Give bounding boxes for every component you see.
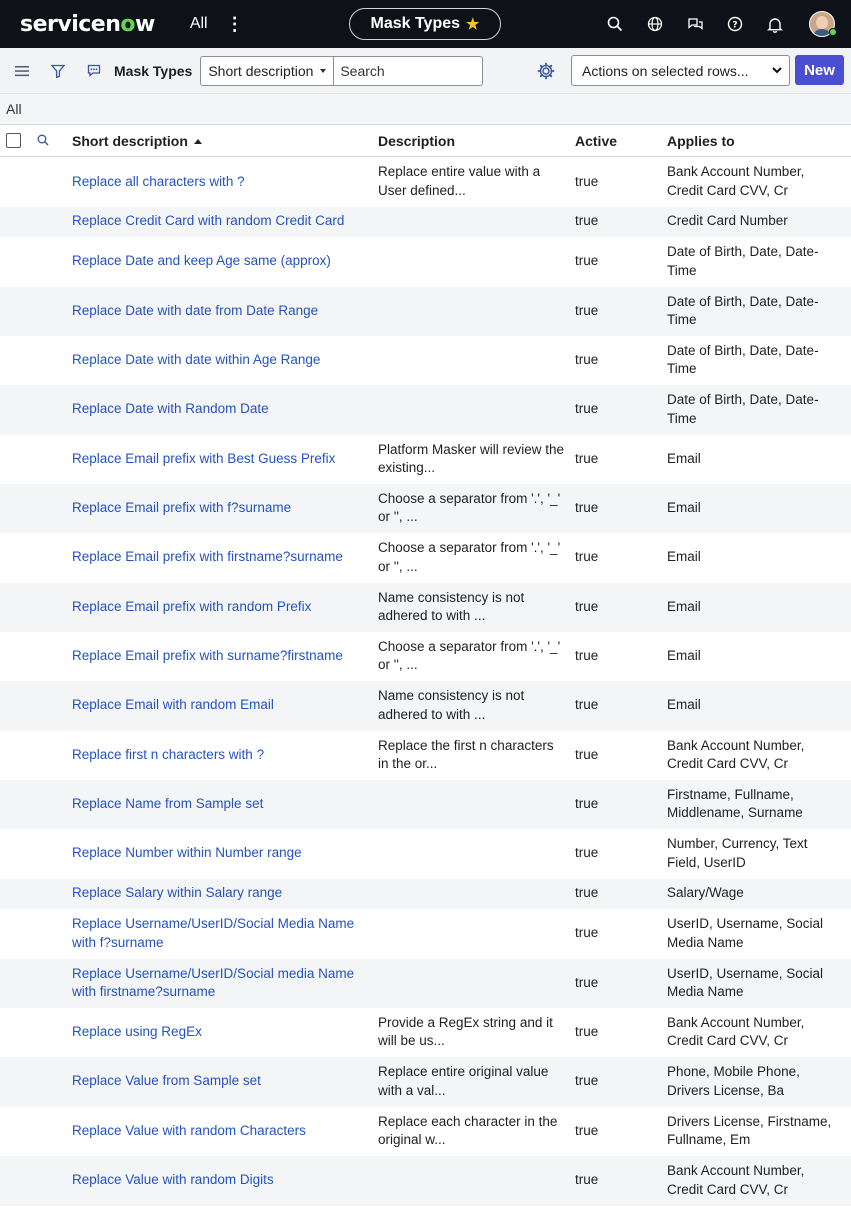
cell-short-description[interactable]: Replace Email prefix with Best Guess Prefix bbox=[72, 450, 336, 466]
list-title: Mask Types bbox=[114, 62, 193, 79]
row-checkbox-cell bbox=[0, 959, 32, 1008]
cell-short-description[interactable]: Replace Number within Number range bbox=[72, 845, 302, 861]
cell-applies-to: Number, Currency, Text Field, UserID bbox=[667, 836, 808, 870]
row-checkbox-cell bbox=[0, 385, 32, 435]
caret-down-icon bbox=[320, 69, 326, 73]
cell-short-description[interactable]: Replace Date with date from Date Range bbox=[72, 287, 378, 336]
row-checkbox-cell bbox=[0, 829, 32, 879]
context-title-pill[interactable] bbox=[349, 8, 501, 40]
row-spacer-cell bbox=[32, 780, 72, 829]
global-search-icon[interactable] bbox=[595, 0, 635, 48]
cell-description bbox=[378, 336, 575, 385]
sort-ascending-icon bbox=[194, 139, 202, 144]
cell-applies-to: Email bbox=[667, 450, 701, 466]
cell-applies-to: Email bbox=[667, 647, 701, 663]
cell-description bbox=[378, 287, 575, 336]
chat-icon[interactable] bbox=[675, 0, 715, 48]
cell-short-description[interactable]: Replace Date and keep Age same (approx) bbox=[72, 253, 331, 269]
cell-short-description[interactable]: Replace using RegEx bbox=[72, 1023, 202, 1039]
cell-short-description[interactable]: Replace Name from Sample set bbox=[72, 780, 378, 829]
cell-active: true bbox=[575, 583, 667, 632]
table-row[interactable] bbox=[0, 157, 851, 207]
table-row[interactable] bbox=[0, 909, 851, 959]
row-checkbox-cell bbox=[0, 731, 32, 780]
table-row[interactable] bbox=[0, 1057, 851, 1107]
cell-short-description[interactable]: Replace Value with random Characters bbox=[72, 1122, 306, 1138]
activity-stream-icon[interactable] bbox=[78, 48, 110, 94]
row-spacer-cell bbox=[32, 1107, 72, 1156]
new-record-button[interactable]: New bbox=[795, 55, 844, 85]
cell-description: Replace entire value with a User defined... bbox=[378, 164, 541, 198]
servicenow-logo[interactable]: servicenow bbox=[20, 11, 155, 37]
row-checkbox-cell bbox=[0, 287, 32, 336]
cell-active: true bbox=[575, 1156, 667, 1206]
cell-active: true bbox=[575, 549, 599, 565]
table-header-row bbox=[0, 125, 851, 157]
cell-description bbox=[378, 385, 575, 435]
cell-description: Provide a RegEx string and it will be us... bbox=[378, 1014, 553, 1048]
cell-active: true bbox=[575, 253, 599, 269]
cell-description: Replace entire original value with a val... bbox=[378, 1057, 575, 1107]
row-checkbox-cell bbox=[0, 336, 32, 385]
column-header-label: Applies to bbox=[667, 132, 735, 149]
cell-active: true bbox=[575, 207, 667, 237]
cell-applies-to: Date of Birth, Date, Date-Time bbox=[667, 244, 819, 278]
cell-applies-to: Date of Birth, Date, Date-Time bbox=[667, 385, 851, 435]
cell-short-description[interactable]: Replace Email prefix with f?surname bbox=[72, 484, 378, 533]
row-spacer-cell bbox=[32, 484, 72, 533]
cell-applies-to: Email bbox=[667, 549, 701, 565]
cell-active: true bbox=[575, 173, 599, 189]
row-spacer-cell bbox=[32, 583, 72, 632]
row-checkbox-cell bbox=[0, 1057, 32, 1107]
chevron-down-icon bbox=[771, 64, 783, 76]
table-row[interactable] bbox=[0, 533, 851, 583]
cell-applies-to: UserID, Username, Social Media Name bbox=[667, 959, 851, 1008]
cell-short-description[interactable]: Replace Email prefix with surname?firstname bbox=[72, 647, 343, 663]
row-checkbox-cell bbox=[0, 780, 32, 829]
top-nav bbox=[0, 0, 851, 48]
row-spacer-cell bbox=[32, 1008, 72, 1057]
cell-applies-to: UserID, Username, Social Media Name bbox=[667, 916, 824, 950]
context-title: Mask Types bbox=[370, 15, 461, 32]
cell-active: true bbox=[575, 780, 667, 829]
globe-icon[interactable] bbox=[635, 0, 675, 48]
cell-applies-to: Bank Account Number, Credit Card CVV, Cr bbox=[667, 737, 805, 771]
cell-description: Choose a separator from '.', '_' or '', ... bbox=[378, 484, 575, 533]
row-spacer-cell bbox=[32, 959, 72, 1008]
cell-active: true bbox=[575, 647, 599, 663]
cell-applies-to: Phone, Mobile Phone, Drivers License, Ba bbox=[667, 1057, 851, 1107]
cell-description: Replace the first n characters in the or... bbox=[378, 737, 554, 771]
column-header-active[interactable] bbox=[575, 125, 667, 157]
mask-types-table bbox=[0, 124, 851, 1206]
row-checkbox-cell bbox=[0, 533, 32, 583]
row-spacer-cell bbox=[32, 157, 72, 207]
cell-active: true bbox=[575, 484, 667, 533]
actions-on-selected-rows-select[interactable] bbox=[571, 55, 790, 86]
row-checkbox-cell bbox=[0, 909, 32, 959]
row-checkbox-cell bbox=[0, 1107, 32, 1156]
cell-short-description[interactable]: Replace Value with random Digits bbox=[72, 1156, 378, 1206]
cell-description bbox=[378, 207, 575, 237]
row-spacer-cell bbox=[32, 632, 72, 681]
filter-icon[interactable] bbox=[42, 48, 74, 94]
row-spacer-cell bbox=[32, 909, 72, 959]
list-toolbar bbox=[0, 48, 851, 94]
table-row[interactable] bbox=[0, 879, 851, 909]
cell-applies-to: Credit Card Number bbox=[667, 207, 851, 237]
column-header-label: Short description bbox=[72, 132, 188, 149]
table-row[interactable] bbox=[0, 829, 851, 879]
table-row[interactable] bbox=[0, 1008, 851, 1057]
cell-short-description[interactable]: Replace Date with Random Date bbox=[72, 385, 378, 435]
cell-active: true bbox=[575, 845, 599, 861]
row-spacer-cell bbox=[32, 336, 72, 385]
presence-status-dot bbox=[829, 28, 837, 36]
cell-active: true bbox=[575, 925, 599, 941]
table-row[interactable] bbox=[0, 287, 851, 336]
cell-short-description[interactable]: Replace Value from Sample set bbox=[72, 1057, 378, 1107]
nav-all-menu[interactable]: All bbox=[189, 15, 208, 32]
cell-active: true bbox=[575, 1122, 599, 1138]
row-spacer-cell bbox=[32, 681, 72, 731]
column-header-applies-to[interactable] bbox=[667, 125, 851, 157]
row-spacer-cell bbox=[32, 1057, 72, 1107]
cell-description bbox=[378, 879, 575, 909]
cell-active: true bbox=[575, 1023, 599, 1039]
table-row[interactable] bbox=[0, 959, 851, 1008]
row-spacer-cell bbox=[32, 533, 72, 583]
table-row[interactable] bbox=[0, 780, 851, 829]
cell-short-description[interactable]: Replace Username/UserID/Social media Name with firstname?surname bbox=[72, 959, 378, 1008]
row-spacer-cell bbox=[32, 1156, 72, 1206]
cell-applies-to: Date of Birth, Date, Date-Time bbox=[667, 342, 819, 376]
row-checkbox-cell bbox=[0, 1156, 32, 1206]
table-row[interactable] bbox=[0, 681, 851, 731]
cell-description bbox=[378, 780, 575, 829]
cell-short-description[interactable]: Replace Salary within Salary range bbox=[72, 879, 378, 909]
row-checkbox-cell bbox=[0, 1008, 32, 1057]
row-checkbox-cell bbox=[0, 583, 32, 632]
cell-description: Name consistency is not adhered to with ... bbox=[378, 583, 575, 632]
cell-short-description[interactable]: Replace all characters with ? bbox=[72, 173, 245, 189]
row-checkbox-cell bbox=[0, 157, 32, 207]
cell-active: true bbox=[575, 351, 599, 367]
cell-short-description[interactable]: Replace Credit Card with random Credit Card bbox=[72, 207, 378, 237]
table-row[interactable] bbox=[0, 237, 851, 287]
cell-applies-to: Date of Birth, Date, Date-Time bbox=[667, 287, 851, 336]
cell-active: true bbox=[575, 746, 599, 762]
cell-active: true bbox=[575, 1057, 667, 1107]
cell-applies-to: Email bbox=[667, 681, 851, 731]
table-row[interactable] bbox=[0, 632, 851, 681]
hamburger-menu-icon[interactable] bbox=[6, 48, 38, 94]
cell-active: true bbox=[575, 450, 599, 466]
select-all-checkbox[interactable] bbox=[6, 133, 21, 148]
column-header-label: Description bbox=[378, 132, 456, 149]
table-row[interactable] bbox=[0, 435, 851, 484]
row-spacer-cell bbox=[32, 731, 72, 780]
cell-description bbox=[378, 909, 575, 959]
cell-applies-to: Email bbox=[667, 484, 851, 533]
table-row[interactable] bbox=[0, 583, 851, 632]
search-field-select-value: Short description bbox=[208, 62, 314, 79]
cell-short-description[interactable]: Replace Email prefix with random Prefix bbox=[72, 583, 378, 632]
row-checkbox-cell bbox=[0, 484, 32, 533]
row-checkbox-cell bbox=[0, 435, 32, 484]
cell-description: Name consistency is not adhered to with ... bbox=[378, 681, 575, 731]
row-checkbox-cell bbox=[0, 681, 32, 731]
breadcrumb[interactable] bbox=[0, 94, 851, 124]
cell-description: Platform Masker will review the existing... bbox=[378, 441, 565, 475]
row-spacer-cell bbox=[32, 287, 72, 336]
cell-description bbox=[378, 829, 575, 879]
cell-applies-to: Firstname, Fullname, Middlename, Surname bbox=[667, 780, 851, 829]
actions-select-value: Actions on selected rows... bbox=[582, 62, 749, 79]
favorite-star-icon[interactable]: ★ bbox=[466, 16, 480, 33]
cell-active: true bbox=[575, 385, 667, 435]
table-row[interactable] bbox=[0, 1156, 851, 1206]
row-spacer-cell bbox=[32, 829, 72, 879]
svg-text:?: ? bbox=[732, 20, 738, 31]
column-header-short-description[interactable] bbox=[72, 125, 378, 157]
cell-short-description[interactable]: Replace first n characters with ? bbox=[72, 746, 265, 762]
cell-short-description[interactable]: Replace Email prefix with firstname?surname bbox=[72, 549, 343, 565]
notifications-bell-icon[interactable] bbox=[755, 0, 795, 48]
column-header-label: Active bbox=[575, 132, 618, 149]
cell-applies-to: Salary/Wage bbox=[667, 879, 851, 909]
nav-more-menu[interactable]: ⋮ bbox=[225, 13, 244, 34]
nav-icon-group bbox=[595, 0, 851, 48]
cell-description: Replace each character in the original w... bbox=[378, 1113, 558, 1147]
table-row[interactable] bbox=[0, 207, 851, 237]
column-search-icon[interactable] bbox=[37, 133, 49, 149]
table-row[interactable] bbox=[0, 731, 851, 780]
column-header-description[interactable] bbox=[378, 125, 575, 157]
list-settings-gear-icon[interactable] bbox=[536, 61, 556, 84]
cell-description bbox=[378, 1156, 575, 1206]
cell-applies-to: Bank Account Number, Credit Card CVV, Cr bbox=[667, 1156, 851, 1206]
column-search-cell bbox=[32, 125, 72, 157]
row-spacer-cell bbox=[32, 237, 72, 287]
search-field-select[interactable] bbox=[200, 56, 334, 86]
cell-active: true bbox=[575, 959, 667, 1008]
cell-description: Choose a separator from '.', '_' or '', ... bbox=[378, 638, 561, 672]
row-spacer-cell bbox=[32, 207, 72, 237]
cell-short-description[interactable]: Replace Date with date within Age Range bbox=[72, 351, 321, 367]
cell-description: Choose a separator from '.', '_' or '', ... bbox=[378, 540, 561, 574]
row-checkbox-cell bbox=[0, 879, 32, 909]
row-spacer-cell bbox=[32, 435, 72, 484]
table-row[interactable] bbox=[0, 484, 851, 533]
cell-applies-to: Drivers License, Firstname, Fullname, Em bbox=[667, 1113, 832, 1147]
cell-description bbox=[378, 237, 575, 287]
search-input[interactable] bbox=[334, 56, 483, 86]
cell-short-description[interactable]: Replace Email with random Email bbox=[72, 681, 378, 731]
table-row[interactable] bbox=[0, 336, 851, 385]
table-row[interactable] bbox=[0, 1107, 851, 1156]
cell-applies-to: Email bbox=[667, 583, 851, 632]
cell-active: true bbox=[575, 287, 667, 336]
cell-active: true bbox=[575, 879, 667, 909]
cell-description bbox=[378, 959, 575, 1008]
row-spacer-cell bbox=[32, 385, 72, 435]
cell-applies-to: Bank Account Number, Credit Card CVV, Cr bbox=[667, 164, 805, 198]
row-spacer-cell bbox=[32, 879, 72, 909]
table-row[interactable] bbox=[0, 385, 851, 435]
cell-applies-to: Bank Account Number, Credit Card CVV, Cr bbox=[667, 1014, 805, 1048]
cell-short-description[interactable]: Replace Username/UserID/Social Media Name with f?surname bbox=[72, 916, 355, 950]
row-checkbox-cell bbox=[0, 237, 32, 287]
breadcrumb-all[interactable]: All bbox=[6, 101, 22, 117]
help-icon[interactable] bbox=[715, 0, 755, 48]
row-checkbox-cell bbox=[0, 207, 32, 237]
row-checkbox-cell bbox=[0, 632, 32, 681]
select-all-cell bbox=[0, 125, 32, 157]
cell-active: true bbox=[575, 681, 667, 731]
